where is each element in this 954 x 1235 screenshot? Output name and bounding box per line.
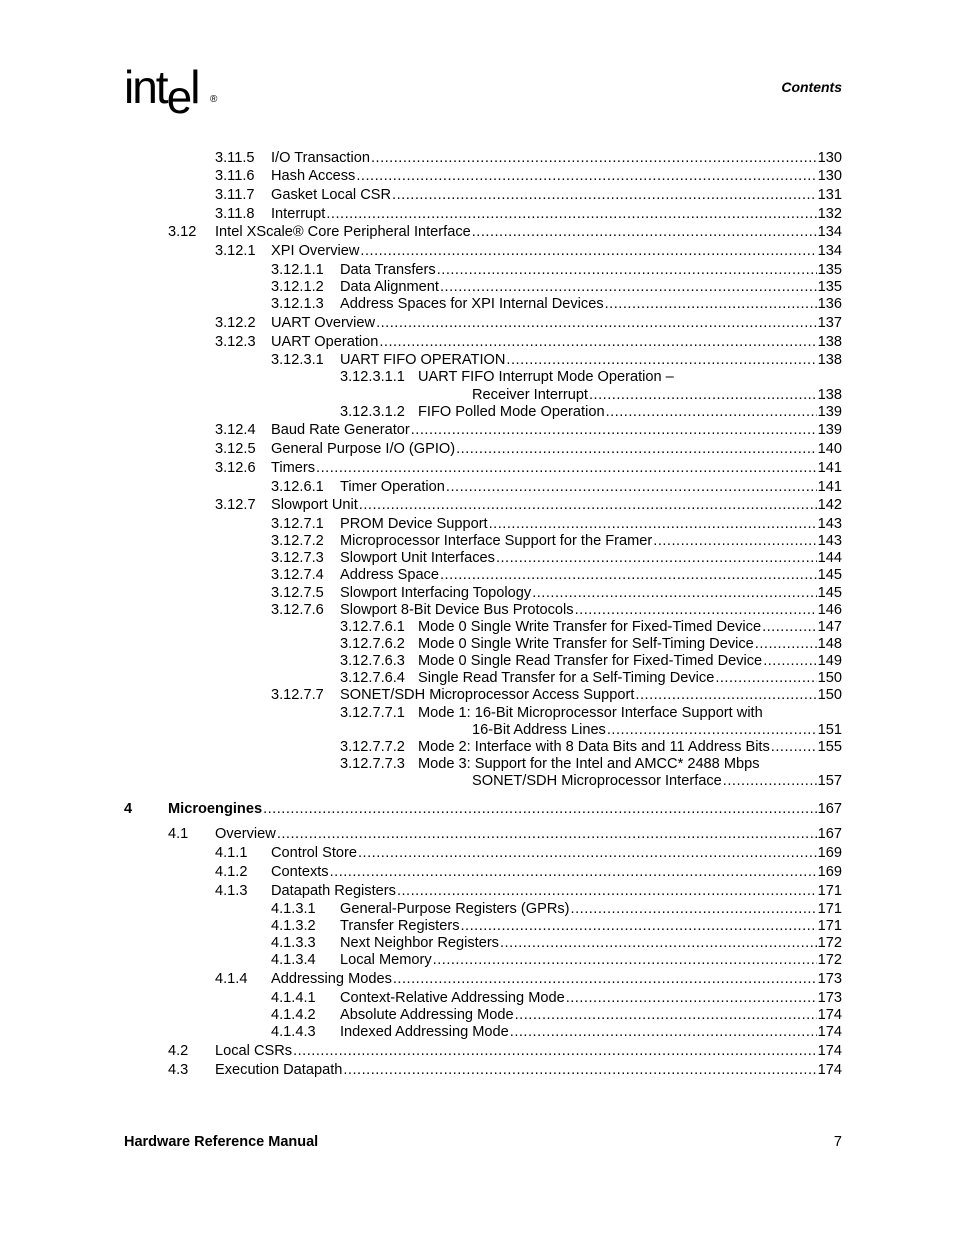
toc-entry[interactable]: [0, 186, 954, 204]
toc-entry-page: 138: [817, 352, 842, 368]
toc-entry[interactable]: [0, 652, 954, 670]
toc-entry-title: Intel XScale® Core Peripheral Interface: [215, 224, 471, 240]
toc-entry[interactable]: [0, 1042, 954, 1060]
toc-entry-title: Addressing Modes: [271, 971, 392, 987]
dot-leader: [411, 421, 817, 439]
toc-entry-page: 148: [817, 636, 842, 652]
toc-entry-number: 3.12.7: [215, 497, 256, 513]
toc-entry-number: 4.1: [168, 826, 189, 842]
toc-entry-number: 3.12.7.6.1: [340, 619, 405, 635]
toc-entry-number: 3.12.7.6: [271, 602, 324, 618]
toc-entry-title: Slowport Unit Interfaces: [340, 550, 495, 566]
toc-entry-page: 142: [817, 497, 842, 513]
toc-entry-title: General-Purpose Registers (GPRs): [340, 901, 570, 917]
toc-entry-title: Absolute Addressing Mode: [340, 1007, 514, 1023]
toc-entry-title: Mode 0 Single Write Transfer for Fixed-Timed Device: [418, 619, 762, 635]
dot-leader: [277, 825, 817, 843]
toc-entry[interactable]: [0, 970, 954, 988]
registered-mark: ®: [210, 94, 218, 105]
toc-entry[interactable]: [0, 368, 954, 386]
toc-entry-title-cont: Receiver Interrupt: [472, 387, 588, 403]
toc-entry-continuation[interactable]: [0, 721, 954, 739]
toc-entry[interactable]: [0, 549, 954, 567]
dot-leader: [293, 1042, 817, 1060]
dot-leader: [496, 549, 817, 567]
dot-leader: [607, 721, 817, 739]
toc-entry[interactable]: [0, 1061, 954, 1079]
dot-leader: [446, 478, 817, 496]
toc-entry-title: Execution Datapath: [215, 1062, 343, 1078]
dot-leader: [263, 800, 817, 818]
toc-entry[interactable]: [0, 478, 954, 496]
dot-leader: [358, 844, 817, 862]
toc-entry-page: 167: [817, 801, 842, 817]
toc-entry-page: 172: [817, 952, 842, 968]
toc-entry-number: 3.12.1.2: [271, 279, 324, 295]
toc-entry-page: 167: [817, 826, 842, 842]
toc-entry-number: 3.12.7.2: [271, 533, 324, 549]
toc-entry-page: 140: [817, 441, 842, 457]
toc-entry-page: 139: [817, 404, 842, 420]
toc-entry-title: Control Store: [271, 845, 357, 861]
toc-entry[interactable]: [0, 738, 954, 756]
toc-entry[interactable]: [0, 421, 954, 439]
toc-entry-number: 3.12.6.1: [271, 479, 324, 495]
toc-entry-title: Address Spaces for XPI Internal Devices: [340, 296, 604, 312]
running-header: Contents: [781, 79, 842, 95]
toc-entry[interactable]: [0, 917, 954, 935]
toc-entry-page: 135: [817, 279, 842, 295]
toc-entry-page: 137: [817, 315, 842, 331]
toc-entry-title: Timers: [271, 460, 316, 476]
dot-leader: [653, 532, 816, 550]
toc-entry-number: 3.12.1.1: [271, 262, 324, 278]
toc-entry-page: 172: [817, 935, 842, 951]
toc-entry-page: 141: [817, 479, 842, 495]
toc-entry-page: 150: [817, 687, 842, 703]
toc-entry-number: 4.1.3.2: [271, 918, 316, 934]
toc-entry[interactable]: [0, 440, 954, 458]
toc-entry[interactable]: [0, 863, 954, 881]
toc-entry[interactable]: [0, 618, 954, 636]
toc-entry[interactable]: [0, 403, 954, 421]
toc-entry-number: 3.12.3: [215, 334, 256, 350]
dot-leader: [359, 496, 817, 514]
toc-entry-number: 3.12.2: [215, 315, 256, 331]
toc-entry[interactable]: [0, 989, 954, 1007]
toc-entry-title: Mode 0 Single Write Transfer for Self-Timing Device: [418, 636, 754, 652]
toc-entry-number: 4.2: [168, 1043, 189, 1059]
toc-entry-title: Mode 3: Support for the Intel and AMCC* 2488 Mbps: [418, 756, 760, 772]
dot-leader: [376, 314, 817, 332]
toc-entry[interactable]: [0, 351, 954, 369]
toc-entry[interactable]: [0, 314, 954, 332]
toc-entry-number: 3.12.7.4: [271, 567, 324, 583]
toc-entry-title: PROM Device Support: [340, 516, 488, 532]
toc-entry-page: 157: [817, 773, 842, 789]
toc-entry[interactable]: [0, 601, 954, 619]
toc-entry-number: 4.1.3.3: [271, 935, 316, 951]
toc-entry-title: XPI Overview: [271, 243, 360, 259]
toc-entry-page: 134: [817, 224, 842, 240]
toc-entry-title: Single Read Transfer for a Self-Timing Device: [418, 670, 715, 686]
toc-entry-continuation[interactable]: [0, 386, 954, 404]
toc-entry-page: 151: [817, 722, 842, 738]
toc-entry[interactable]: [0, 704, 954, 722]
toc-entry-title: I/O Transaction: [271, 150, 370, 166]
toc-entry-page: 174: [817, 1062, 842, 1078]
dot-leader: [589, 386, 817, 404]
toc-entry-page: 130: [817, 168, 842, 184]
toc-entry[interactable]: [0, 900, 954, 918]
toc-entry-number: 4.1.3: [215, 883, 248, 899]
toc-entry[interactable]: [0, 333, 954, 351]
dot-leader: [771, 738, 817, 756]
toc-entry-number: 3.12.7.7.1: [340, 705, 405, 721]
dot-leader: [472, 223, 817, 241]
toc-entry-page: 171: [817, 918, 842, 934]
toc-entry-number: 3.12.7.7.2: [340, 739, 405, 755]
toc-entry-page: 174: [817, 1007, 842, 1023]
page-number: 7: [833, 1134, 842, 1150]
toc-entry-title: Mode 0 Single Read Transfer for Fixed-Timed Device: [418, 653, 763, 669]
toc-entry-title-cont: 16-Bit Address Lines: [472, 722, 606, 738]
toc-entry-page: 139: [817, 422, 842, 438]
toc-entry-number: 3.12.3.1.1: [340, 369, 405, 385]
dot-leader: [316, 459, 817, 477]
dot-leader: [762, 618, 817, 636]
toc-entry-title: Microengines: [168, 801, 263, 817]
toc-entry-number: 3.12.7.5: [271, 585, 324, 601]
dot-leader: [437, 261, 817, 279]
toc-entry[interactable]: [0, 669, 954, 687]
toc-entry-number: 4.1.4: [215, 971, 248, 987]
toc-entry[interactable]: [0, 844, 954, 862]
dot-leader: [606, 403, 817, 421]
intel-logo-text: intel: [124, 61, 199, 123]
toc-entry-number: 4.1.2: [215, 864, 248, 880]
dot-leader: [360, 242, 816, 260]
toc-entry-page: 144: [817, 550, 842, 566]
toc-entry-page: 174: [817, 1043, 842, 1059]
dot-leader: [343, 1061, 816, 1079]
toc-entry-number: 3.12.7.6.2: [340, 636, 405, 652]
dot-leader: [755, 635, 817, 653]
toc-entry-number: 4.1.4.2: [271, 1007, 316, 1023]
toc-entry[interactable]: [0, 496, 954, 514]
toc-entry-number: 3.12.5: [215, 441, 256, 457]
toc-entry-number: 3.12.4: [215, 422, 256, 438]
toc-entry-title: Datapath Registers: [271, 883, 396, 899]
toc-entry-title: Next Neighbor Registers: [340, 935, 499, 951]
toc-entry[interactable]: [0, 1023, 954, 1041]
toc-entry-page: 143: [817, 516, 842, 532]
footer-title: Hardware Reference Manual: [124, 1134, 319, 1150]
toc-entry-page: 136: [817, 296, 842, 312]
toc-entry-title: Timer Operation: [340, 479, 445, 495]
toc-entry[interactable]: [0, 635, 954, 653]
toc-entry-title: Baud Rate Generator: [271, 422, 410, 438]
toc-entry-number: 3.12.7.7.3: [340, 756, 405, 772]
toc-entry-title: Data Alignment: [340, 279, 439, 295]
dot-leader: [330, 863, 817, 881]
toc-entry-number: 3.12: [168, 224, 197, 240]
toc-entry-number: 4: [124, 801, 133, 817]
toc-entry-title: Contexts: [271, 864, 329, 880]
dot-leader: [510, 1023, 817, 1041]
toc-entry[interactable]: [0, 205, 954, 223]
toc-entry-title: Local CSRs: [215, 1043, 293, 1059]
toc-entry-number: 3.11.5: [215, 150, 255, 166]
toc-entry-title: Gasket Local CSR: [271, 187, 392, 203]
toc-entry-page: 147: [817, 619, 842, 635]
dot-leader: [635, 686, 816, 704]
toc-entry-number: 3.11.6: [215, 168, 255, 184]
toc-entry-title: FIFO Polled Mode Operation: [418, 404, 605, 420]
toc-entry[interactable]: [0, 459, 954, 477]
toc-entry[interactable]: [0, 278, 954, 296]
toc-entry-page: 131: [817, 187, 842, 203]
toc-entry-number: 4.3: [168, 1062, 189, 1078]
dot-leader: [392, 186, 817, 204]
toc-entry-number: 3.12.3.1.2: [340, 404, 405, 420]
dot-leader: [397, 882, 817, 900]
toc-entry-number: 3.12.7.7: [271, 687, 324, 703]
toc-entry-number: 4.1.3.4: [271, 952, 316, 968]
toc-entry[interactable]: [0, 934, 954, 952]
toc-entry[interactable]: [0, 242, 954, 260]
toc-entry-page: 141: [817, 460, 842, 476]
toc-entry-continuation[interactable]: [0, 772, 954, 790]
dot-leader: [489, 515, 817, 533]
toc-entry-title: UART Operation: [271, 334, 379, 350]
dot-leader: [440, 566, 817, 584]
dot-leader: [715, 669, 816, 687]
toc-entry-page: 169: [817, 845, 842, 861]
toc-entry[interactable]: [0, 295, 954, 313]
toc-entry[interactable]: [0, 882, 954, 900]
dot-leader: [371, 149, 817, 167]
dot-leader: [532, 584, 816, 602]
toc-entry-number: 3.12.6: [215, 460, 256, 476]
toc-entry[interactable]: [0, 1006, 954, 1024]
dot-leader: [605, 295, 817, 313]
toc-entry[interactable]: [0, 686, 954, 704]
toc-entry-number: 3.12.7.6.4: [340, 670, 405, 686]
toc-entry-title: Microprocessor Interface Support for the Framer: [340, 533, 653, 549]
toc-entry-title: Mode 1: 16-Bit Microprocessor Interface Support with: [418, 705, 763, 721]
toc-entry-title: Slowport 8-Bit Device Bus Protocols: [340, 602, 574, 618]
toc-entry-page: 173: [817, 990, 842, 1006]
toc-entry-number: 4.1.1: [215, 845, 248, 861]
toc-entry-title: Mode 2: Interface with 8 Data Bits and 11 Address Bits: [418, 739, 770, 755]
dot-leader: [356, 167, 816, 185]
toc-entry-page: 143: [817, 533, 842, 549]
toc-entry-number: 3.12.3.1: [271, 352, 324, 368]
toc-entry-page: 130: [817, 150, 842, 166]
toc-entry-page: 150: [817, 670, 842, 686]
toc-entry-page: 145: [817, 567, 842, 583]
toc-entry-title: General Purpose I/O (GPIO): [271, 441, 456, 457]
toc-entry-page: 173: [817, 971, 842, 987]
toc-entry-number: 3.12.1.3: [271, 296, 324, 312]
toc-entry[interactable]: [0, 755, 954, 773]
dot-leader: [566, 989, 817, 1007]
toc-entry-title: SONET/SDH Microprocessor Access Support: [340, 687, 635, 703]
toc-entry-page: 169: [817, 864, 842, 880]
dot-leader: [326, 205, 816, 223]
toc-entry-page: 145: [817, 585, 842, 601]
toc-entry-page: 174: [817, 1024, 842, 1040]
toc-entry-title: UART FIFO OPERATION: [340, 352, 506, 368]
toc-entry-title: Context-Relative Addressing Mode: [340, 990, 565, 1006]
dot-leader: [575, 601, 817, 619]
toc-entry-number: 3.12.7.1: [271, 516, 324, 532]
toc-entry-page: 171: [817, 901, 842, 917]
toc-entry-title: Hash Access: [271, 168, 356, 184]
toc-entry[interactable]: [0, 261, 954, 279]
toc-entry-page: 171: [817, 883, 842, 899]
dot-leader: [440, 278, 817, 296]
dot-leader: [515, 1006, 817, 1024]
dot-leader: [433, 951, 817, 969]
toc-entry-title: Local Memory: [340, 952, 432, 968]
toc-entry-number: 3.11.8: [215, 206, 255, 222]
toc-entry-title: Slowport Unit: [271, 497, 358, 513]
toc-entry-number: 3.11.7: [215, 187, 255, 203]
dot-leader: [571, 900, 817, 918]
toc-entry[interactable]: [0, 800, 954, 818]
toc-entry-page: 134: [817, 243, 842, 259]
toc-entry[interactable]: [0, 223, 954, 241]
dot-leader: [763, 652, 816, 670]
toc-entry[interactable]: [0, 515, 954, 533]
dot-leader: [500, 934, 817, 952]
toc-entry-number: 4.1.3.1: [271, 901, 316, 917]
toc-entry[interactable]: [0, 951, 954, 969]
toc-entry-page: 132: [817, 206, 842, 222]
dot-leader: [506, 351, 816, 369]
toc-entry[interactable]: [0, 825, 954, 843]
toc-entry-title: UART FIFO Interrupt Mode Operation –: [418, 369, 674, 385]
dot-leader: [456, 440, 817, 458]
dot-leader: [379, 333, 816, 351]
toc-entry[interactable]: [0, 167, 954, 185]
toc-entry-page: 149: [817, 653, 842, 669]
toc-entry[interactable]: [0, 532, 954, 550]
dot-leader: [723, 772, 817, 790]
toc-entry-number: 3.12.1: [215, 243, 256, 259]
toc-entry-number: 4.1.4.3: [271, 1024, 316, 1040]
toc-entry-page: 138: [817, 334, 842, 350]
toc-entry-page: 135: [817, 262, 842, 278]
toc-entry-number: 3.12.7.6.3: [340, 653, 405, 669]
toc-entry[interactable]: [0, 566, 954, 584]
toc-entry-title: UART Overview: [271, 315, 376, 331]
dot-leader: [461, 917, 817, 935]
toc-entry-title: Data Transfers: [340, 262, 436, 278]
toc-entry-title: Transfer Registers: [340, 918, 460, 934]
toc-entry-number: 3.12.7.3: [271, 550, 324, 566]
dot-leader: [393, 970, 817, 988]
toc-entry-page: 146: [817, 602, 842, 618]
toc-entry[interactable]: [0, 584, 954, 602]
toc-entry-title-cont: SONET/SDH Microprocessor Interface: [472, 773, 722, 789]
toc-entry-title: Address Space: [340, 567, 439, 583]
toc-entry-title: Indexed Addressing Mode: [340, 1024, 509, 1040]
toc-entry-title: Overview: [215, 826, 276, 842]
toc-entry-title: Interrupt: [271, 206, 326, 222]
toc-entry[interactable]: [0, 149, 954, 167]
toc-entry-title: Slowport Interfacing Topology: [340, 585, 532, 601]
toc-entry-number: 4.1.4.1: [271, 990, 316, 1006]
toc-entry-page: 155: [817, 739, 842, 755]
toc-entry-page: 138: [817, 387, 842, 403]
